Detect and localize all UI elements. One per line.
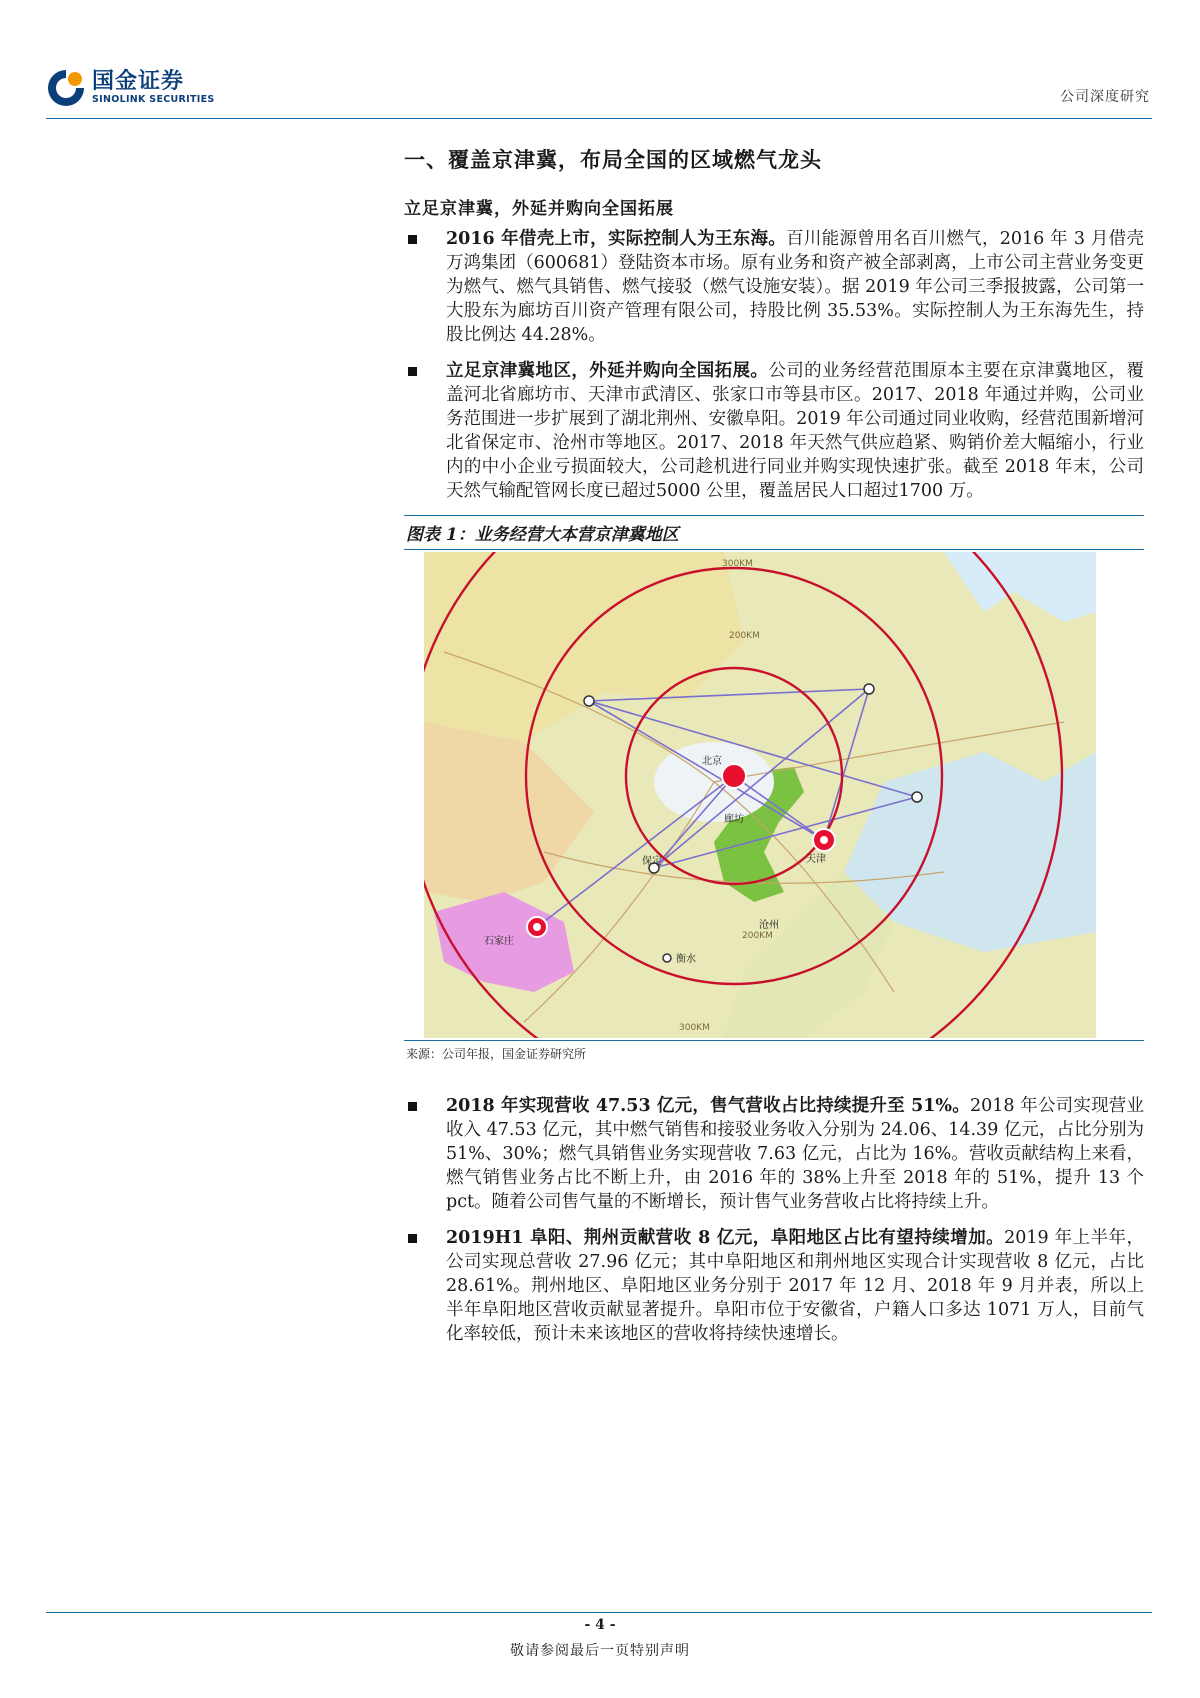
shijiazhuang-marker-dot [533,923,541,931]
city-label: 衡水 [676,954,696,965]
ring-label: 200KM [729,631,760,641]
bullet-lead: 2019H1 阜阳、荆州贡献营收 8 亿元，阜阳地区占比有望持续增加。 [446,1228,1005,1248]
city-label: 天津 [806,854,826,865]
subsection-title: 立足京津冀，外延并购向全国拓展 [404,199,674,219]
city-label: 保定 [642,856,662,867]
report-type: 公司深度研究 [1060,89,1150,105]
bullet-text: 公司的业务经营范围原本主要在京津冀地区，覆盖河北省廊坊市、天津市武清区、张家口市等县市区。2017、2018 年通过并购，公司业务范围进一步扩展到了湖北荆州、安徽阜阳。2019 年公司通过同业收购，经营范围新增河北省保定市、沧州市等地区。2017、2018 年天然气供应趋紧、购销价差大幅缩小，行业内的中小企业亏损面较大，公司趁机进行同业并购实现快速扩张。截至 2018 年末，公司天然气输配管网长度已超过5000 公里，覆盖居民人口超过1700 万。 [446,361,1145,501]
city-label: 沧州 [759,920,779,931]
beijing-marker [722,764,746,788]
city-node [584,696,594,706]
ring-label: 300KM [679,1023,710,1033]
city-label: 北京 [702,756,722,767]
logo-cn-text: 国金证券 [92,69,185,94]
bullet-square-icon [408,235,417,244]
bullet-lead: 2016 年借壳上市，实际控制人为王东海。 [446,229,787,249]
bullet-paragraph [404,359,1144,503]
ring-label: 200KM [742,931,773,941]
ring-label: 300KM [722,559,753,569]
bullet-paragraph [404,227,1144,347]
bullet-text: 2019 年上半年，公司实现总营收 27.96 亿元；其中阜阳地区和荆州地区实现合计实现营收 8 亿元，占比 28.61%。荆州地区、阜阳地区业务分别于 2017 年 12 月、2018 年 9 月并表，所以上半年阜阳地区营收贡献显著提升。阜阳市位于安徽省，户籍人口多达 1071 万人，目前气化率较低，预计未来该地区的营收将持续快速增长。 [446,1228,1144,1344]
figure-title: 图表 1：业务经营大本营京津冀地区 [404,516,1144,550]
city-node [912,792,922,802]
region-map [424,552,1096,1038]
city-label: 石家庄 [484,936,514,947]
bullet-paragraph [404,1226,1144,1346]
bullet-text: 2018 年公司实现营业收入 47.53 亿元，其中燃气销售和接驳业务收入分别为 24.06、14.39 亿元，占比分别为 51%、30%；燃气具销售业务实现营收 7.63 亿元，占比为 16%。营收贡献结构上来看，燃气销售业务占比不断上升，由 2016 年的 38%上升至 2018 年的 51%，提升 13 个 pct。随着公司售气量的不断增长，预计售气业务营收占比将持续上升。 [446,1096,1144,1212]
bullet-square-icon [408,367,417,376]
tianjin-marker-dot [820,836,828,844]
footer-rule [46,1612,1152,1613]
section-title: 一、覆盖京津冀，布局全国的区域燃气龙头 [404,147,822,172]
disclaimer: 敬请参阅最后一页特别声明 [510,1643,690,1659]
page-number: - 4 - [584,1617,616,1633]
bullet-lead: 立足京津冀地区，外延并购向全国拓展。 [446,361,769,381]
main-content [404,138,1144,1358]
page-header [46,64,1152,119]
bullet-square-icon [408,1234,417,1243]
bullet-text: 百川能源曾用名百川燃气，2016 年 3 月借壳万鸿集团（600681）登陆资本市场。原有业务和资产被全部剥离，上市公司主营业务变更为燃气、燃气具销售、燃气接驳（燃气设施安装）。据 2019 年公司三季报披露，公司第一大股东为廊坊百川资产管理有限公司，持股比例 35.53%。实际控制人为王东海先生，持股比例达 44.28%。 [446,229,1144,345]
bullet-paragraph [404,1094,1144,1214]
company-logo [46,68,215,108]
city-node [864,684,874,694]
logo-en-text: SINOLINK SECURITIES [92,94,215,105]
figure-source: 来源：公司年报，国金证券研究所 [406,1047,587,1061]
city-node [663,954,671,962]
bullet-lead: 2018 年实现营收 47.53 亿元，售气营收占比持续提升至 51%。 [446,1096,970,1116]
city-label: 廊坊 [724,814,744,825]
region-map-svg [424,552,1096,1038]
bullet-square-icon [408,1102,417,1111]
figure [404,515,1144,1066]
logo-mark-icon [46,68,86,108]
